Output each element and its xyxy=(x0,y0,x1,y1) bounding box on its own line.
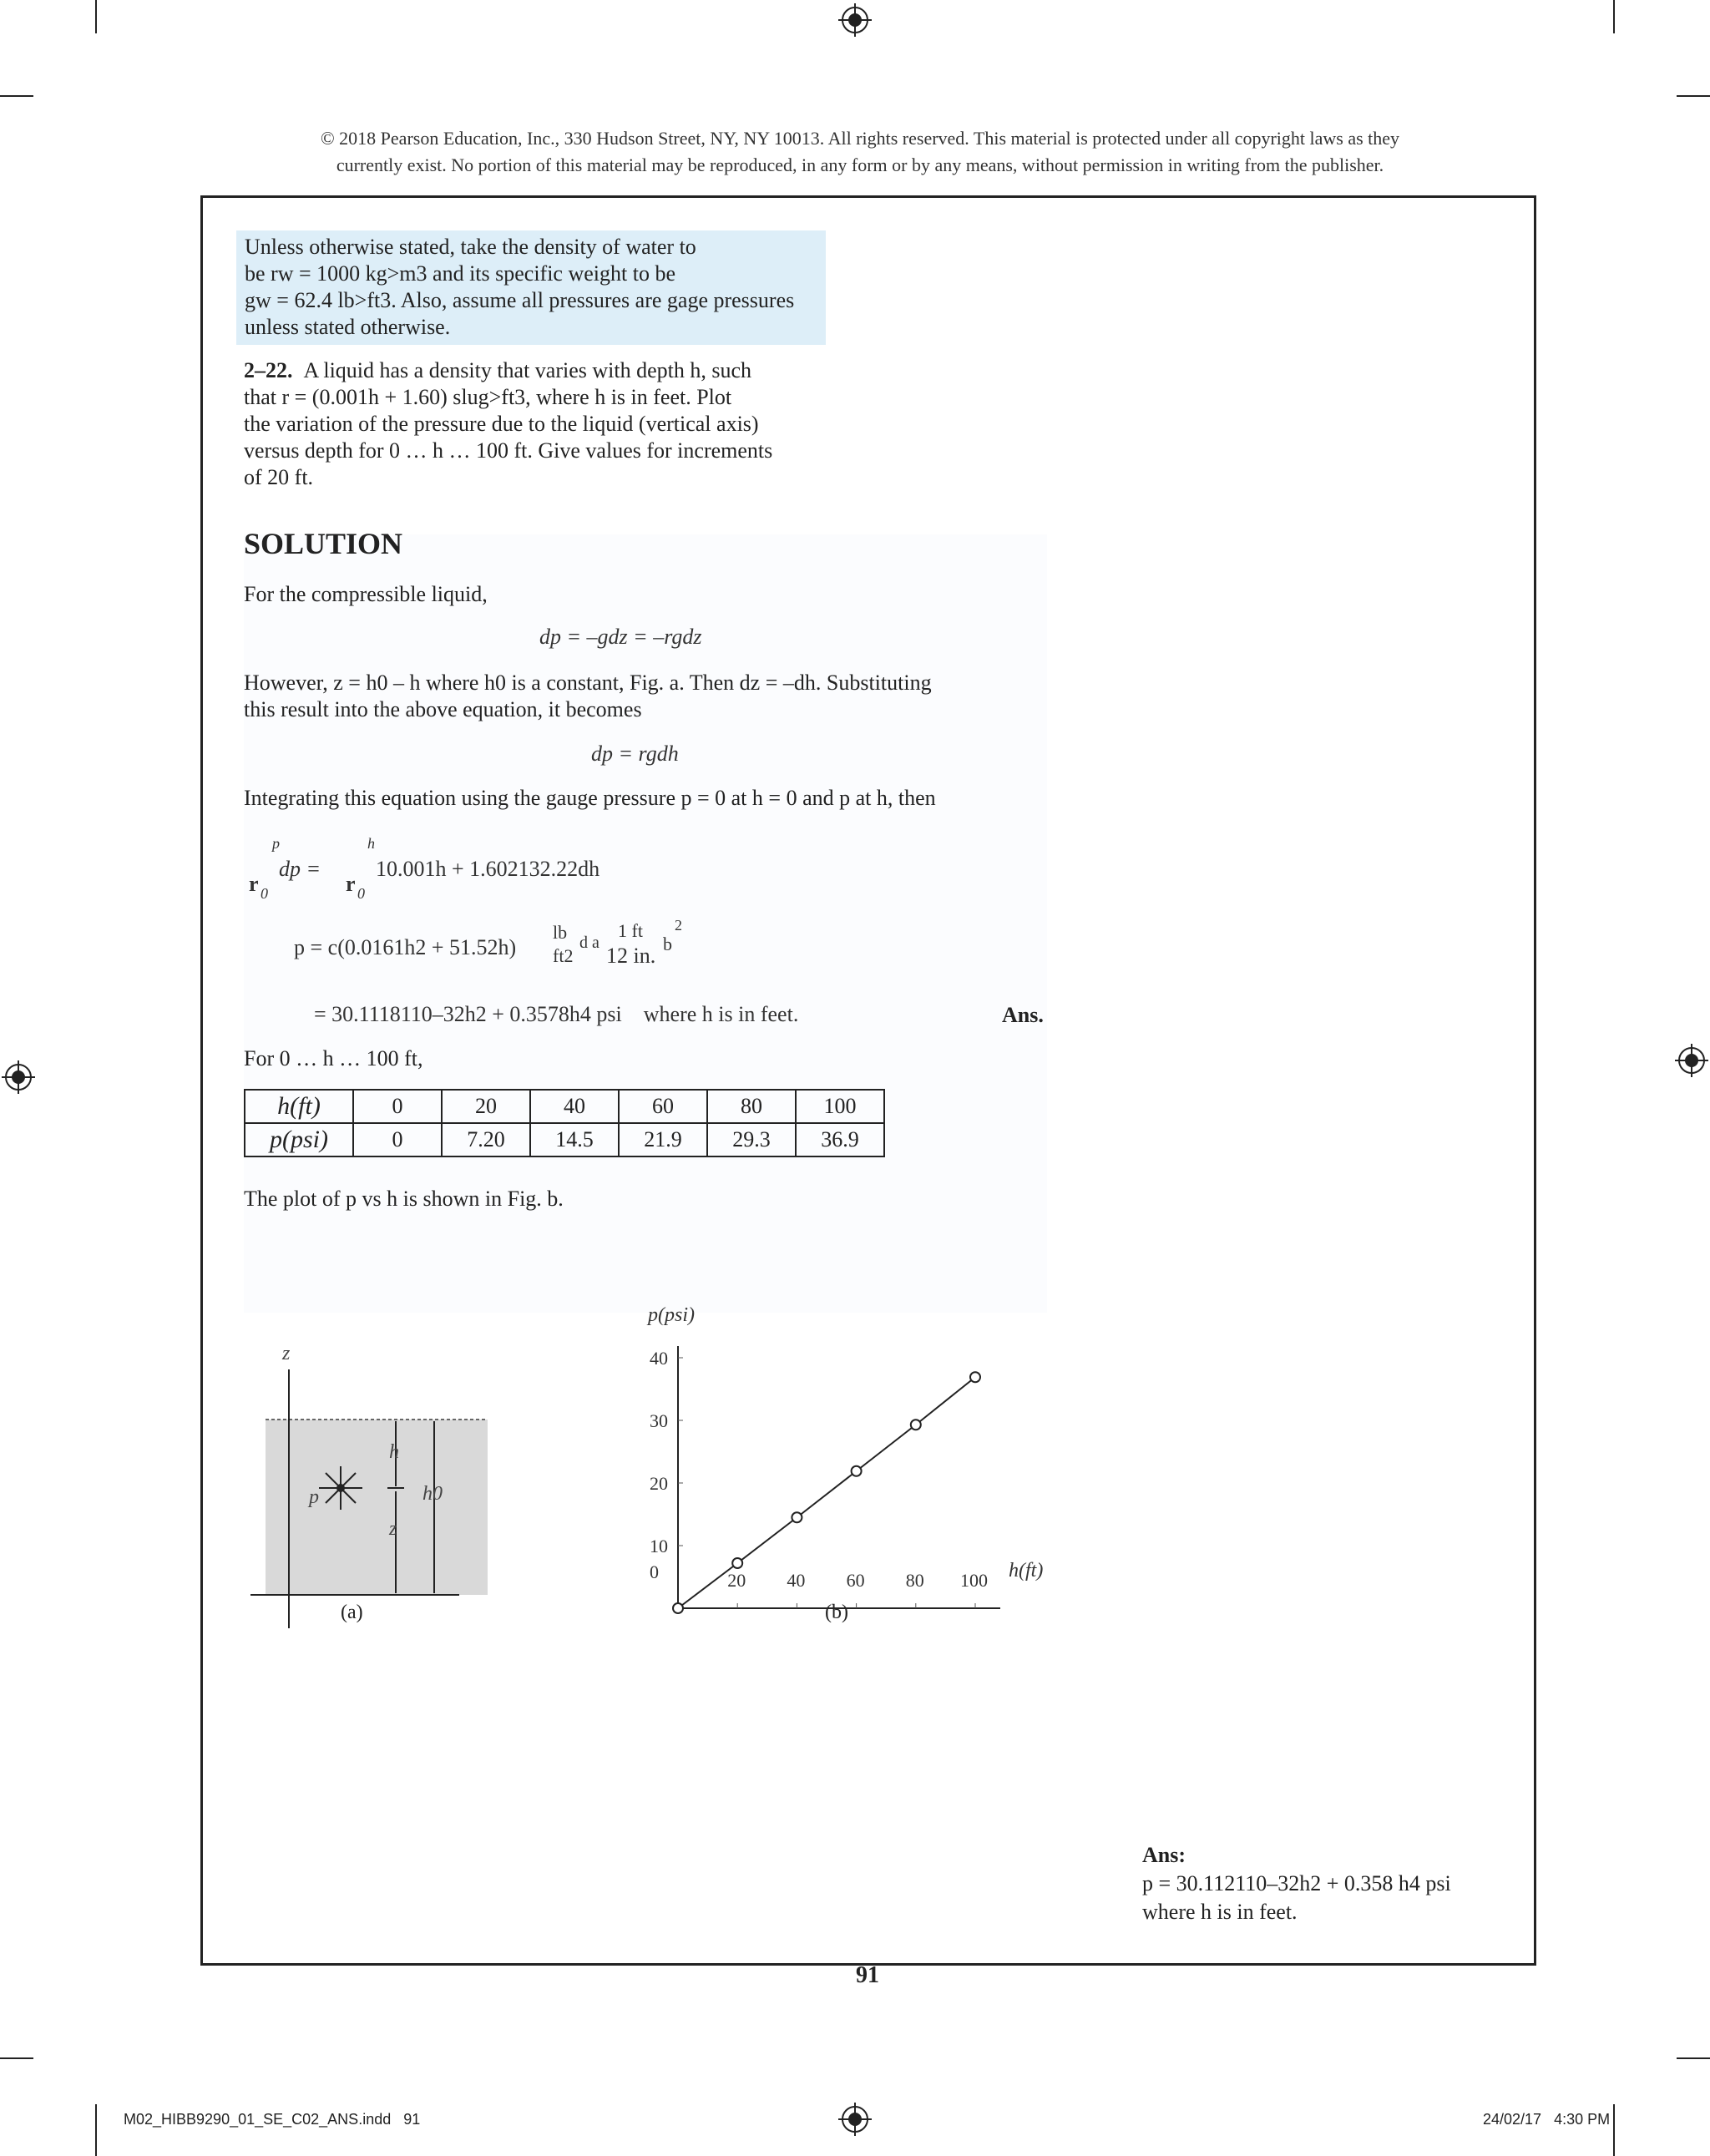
copyright-notice xyxy=(200,125,1520,179)
chart-data-point xyxy=(852,1466,862,1476)
table-cell: 40 xyxy=(530,1090,619,1123)
table-cell: 21.9 xyxy=(619,1123,707,1156)
crop-mark xyxy=(1613,0,1615,33)
page-number: 91 xyxy=(856,1962,879,1988)
table-cell: 14.5 xyxy=(530,1123,619,1156)
crop-mark xyxy=(1677,95,1710,97)
chart-y-tick-label: 40 xyxy=(650,1348,668,1369)
registration-mark-right xyxy=(1673,1042,1710,1079)
p-equation-lb: lb xyxy=(553,922,568,943)
table-row xyxy=(245,1123,884,1156)
integral-sign-left: r xyxy=(249,872,259,896)
equation-1: dp = –gdz = –rgdz xyxy=(539,625,702,649)
note-line-1: Unless otherwise stated, take the density of water to xyxy=(245,235,696,259)
equation-2: dp = rgdh xyxy=(591,741,679,766)
crop-mark xyxy=(1677,2057,1710,2059)
chart-caption: (b) xyxy=(825,1602,848,1623)
chart-x-tick-label: 60 xyxy=(846,1570,865,1591)
table-cell: 20 xyxy=(442,1090,530,1123)
chart-x-tick-label: 40 xyxy=(787,1570,806,1591)
p-equation-b: b xyxy=(663,934,672,954)
liquid-region xyxy=(266,1420,488,1595)
integral-lower-right: 0 xyxy=(357,885,365,902)
chart-axes xyxy=(678,1346,1000,1608)
solution-text-2-line-2: this result into the above equation, it becomes xyxy=(244,697,642,721)
density-note-box xyxy=(236,230,826,345)
table-cell: 0 xyxy=(353,1123,442,1156)
p-equation-1ft: 1 ft xyxy=(618,920,643,941)
table-header-p: p(psi) xyxy=(245,1123,353,1156)
answer-line-2: where h is in feet. xyxy=(1142,1900,1298,1924)
fig-a-h0-label: h0 xyxy=(422,1483,443,1505)
solution-text-3: Integrating this equation using the gauge pressure p = 0 at h = 0 and p at h, then xyxy=(244,786,936,810)
chart-ticks xyxy=(650,1348,988,1608)
note-line-2: be rw = 1000 kg>m3 and its specific weight to be xyxy=(245,261,676,286)
chart-x-tick-label: 100 xyxy=(960,1570,988,1591)
problem-line-3: the variation of the pressure due to the liquid (vertical axis) xyxy=(244,412,759,436)
chart-x-tick-label: 80 xyxy=(905,1570,924,1591)
integral-right-side: 10.001h + 1.602132.22dh xyxy=(376,857,600,881)
problem-line-4: versus depth for 0 … h … 100 ft. Give values for increments xyxy=(244,438,773,463)
p-result: = 30.1118110–32h2 + 0.3578h4 psi where h is in feet. xyxy=(314,1002,799,1026)
chart-data-point xyxy=(732,1558,742,1568)
crop-mark xyxy=(95,2104,97,2156)
integral-upper-h: h xyxy=(367,835,375,852)
chart-series-line xyxy=(678,1377,975,1608)
answer-label: Ans: xyxy=(1142,1843,1186,1867)
chart-data-point xyxy=(792,1512,802,1522)
table-cell: 0 xyxy=(353,1090,442,1123)
ans-label: Ans. xyxy=(1002,1003,1044,1027)
figure-a xyxy=(225,1336,501,1637)
table-cell: 29.3 xyxy=(707,1123,796,1156)
integral-lower-left: 0 xyxy=(261,885,268,902)
answer-line-1: p = 30.112110–32h2 + 0.358 h4 psi xyxy=(1142,1871,1451,1895)
chart-data-point xyxy=(673,1603,683,1613)
problem-line-1: A liquid has a density that varies with depth h, such xyxy=(303,358,752,382)
p-equation-da: d a xyxy=(579,934,600,952)
fig-a-p-label: p xyxy=(309,1486,319,1508)
fig-a-h-label: h xyxy=(389,1441,399,1463)
table-cell: 100 xyxy=(796,1090,884,1123)
p-equation-left: p = c(0.0161h2 + 51.52h) xyxy=(294,935,517,959)
fig-a-caption: (a) xyxy=(341,1602,363,1623)
problem-line-2: that r = (0.001h + 1.60) slug>ft3, where h is in feet. Plot xyxy=(244,385,732,409)
chart-y-tick-label: 0 xyxy=(650,1561,659,1582)
chart-series xyxy=(673,1372,980,1613)
table-row xyxy=(245,1090,884,1123)
p-equation-exp: 2 xyxy=(675,917,682,934)
footer-filename: M02_HIBB9290_01_SE_C02_ANS.indd 91 xyxy=(124,2111,421,2128)
chart-data-point xyxy=(911,1420,921,1430)
copyright-line-1: © 2018 Pearson Education, Inc., 330 Hudson Street, NY, NY 10013. All rights reserved. This material is protected under all copyright laws as they xyxy=(320,128,1400,149)
plot-text: The plot of p vs h is shown in Fig. b. xyxy=(244,1187,564,1211)
chart-ylabel: p(psi) xyxy=(648,1304,695,1326)
figure-b-chart xyxy=(635,1303,1085,1637)
integral-sign-right: r xyxy=(346,872,356,896)
problem-number: 2–22. xyxy=(244,358,293,382)
range-text: For 0 … h … 100 ft, xyxy=(244,1046,423,1070)
registration-mark-bottom xyxy=(837,2101,873,2138)
solution-text-2 xyxy=(244,670,1047,723)
values-table xyxy=(244,1089,885,1157)
integral-upper-p: p xyxy=(272,835,280,852)
table-cell: 80 xyxy=(707,1090,796,1123)
crop-mark xyxy=(95,0,97,33)
crop-mark xyxy=(0,95,33,97)
integral-left-side: dp = xyxy=(279,857,321,881)
chart-x-tick-label: 20 xyxy=(727,1570,746,1591)
problem-statement xyxy=(244,357,820,491)
chart-y-tick-label: 20 xyxy=(650,1473,668,1494)
p-equation-ft2: ft2 xyxy=(553,945,574,966)
table-cell: 7.20 xyxy=(442,1123,530,1156)
p-equation-12in: 12 in. xyxy=(606,944,656,968)
chart-y-tick-label: 10 xyxy=(650,1536,668,1556)
copyright-line-2: currently exist. No portion of this material may be reproduced, in any form or by any means, without permission in writing from the publisher. xyxy=(336,154,1384,175)
note-line-3: gw = 62.4 lb>ft3. Also, assume all pressures are gage pressures xyxy=(245,288,795,312)
answer-box xyxy=(1142,1841,1451,1926)
crop-mark xyxy=(0,2057,33,2059)
chart-data-point xyxy=(970,1372,980,1382)
fig-a-z-label: z xyxy=(282,1343,291,1364)
chart-y-tick-label: 30 xyxy=(650,1410,668,1431)
chart-xlabel: h(ft) xyxy=(1009,1560,1044,1582)
solution-intro: For the compressible liquid, xyxy=(244,582,488,606)
table-cell: 60 xyxy=(619,1090,707,1123)
crop-mark xyxy=(1613,2104,1615,2156)
fig-a-z-small-label: z xyxy=(389,1518,397,1540)
registration-mark-left xyxy=(0,1059,37,1096)
problem-line-5: of 20 ft. xyxy=(244,465,314,489)
registration-mark-top xyxy=(837,2,873,38)
table-cell: 36.9 xyxy=(796,1123,884,1156)
table-header-h: h(ft) xyxy=(245,1090,353,1123)
note-line-4: unless stated otherwise. xyxy=(245,315,451,339)
footer-date: 24/02/17 4:30 PM xyxy=(1483,2111,1611,2128)
solution-heading: SOLUTION xyxy=(244,527,403,560)
solution-text-2-line-1: However, z = h0 – h where h0 is a constant, Fig. a. Then dz = –dh. Substituting xyxy=(244,671,932,695)
